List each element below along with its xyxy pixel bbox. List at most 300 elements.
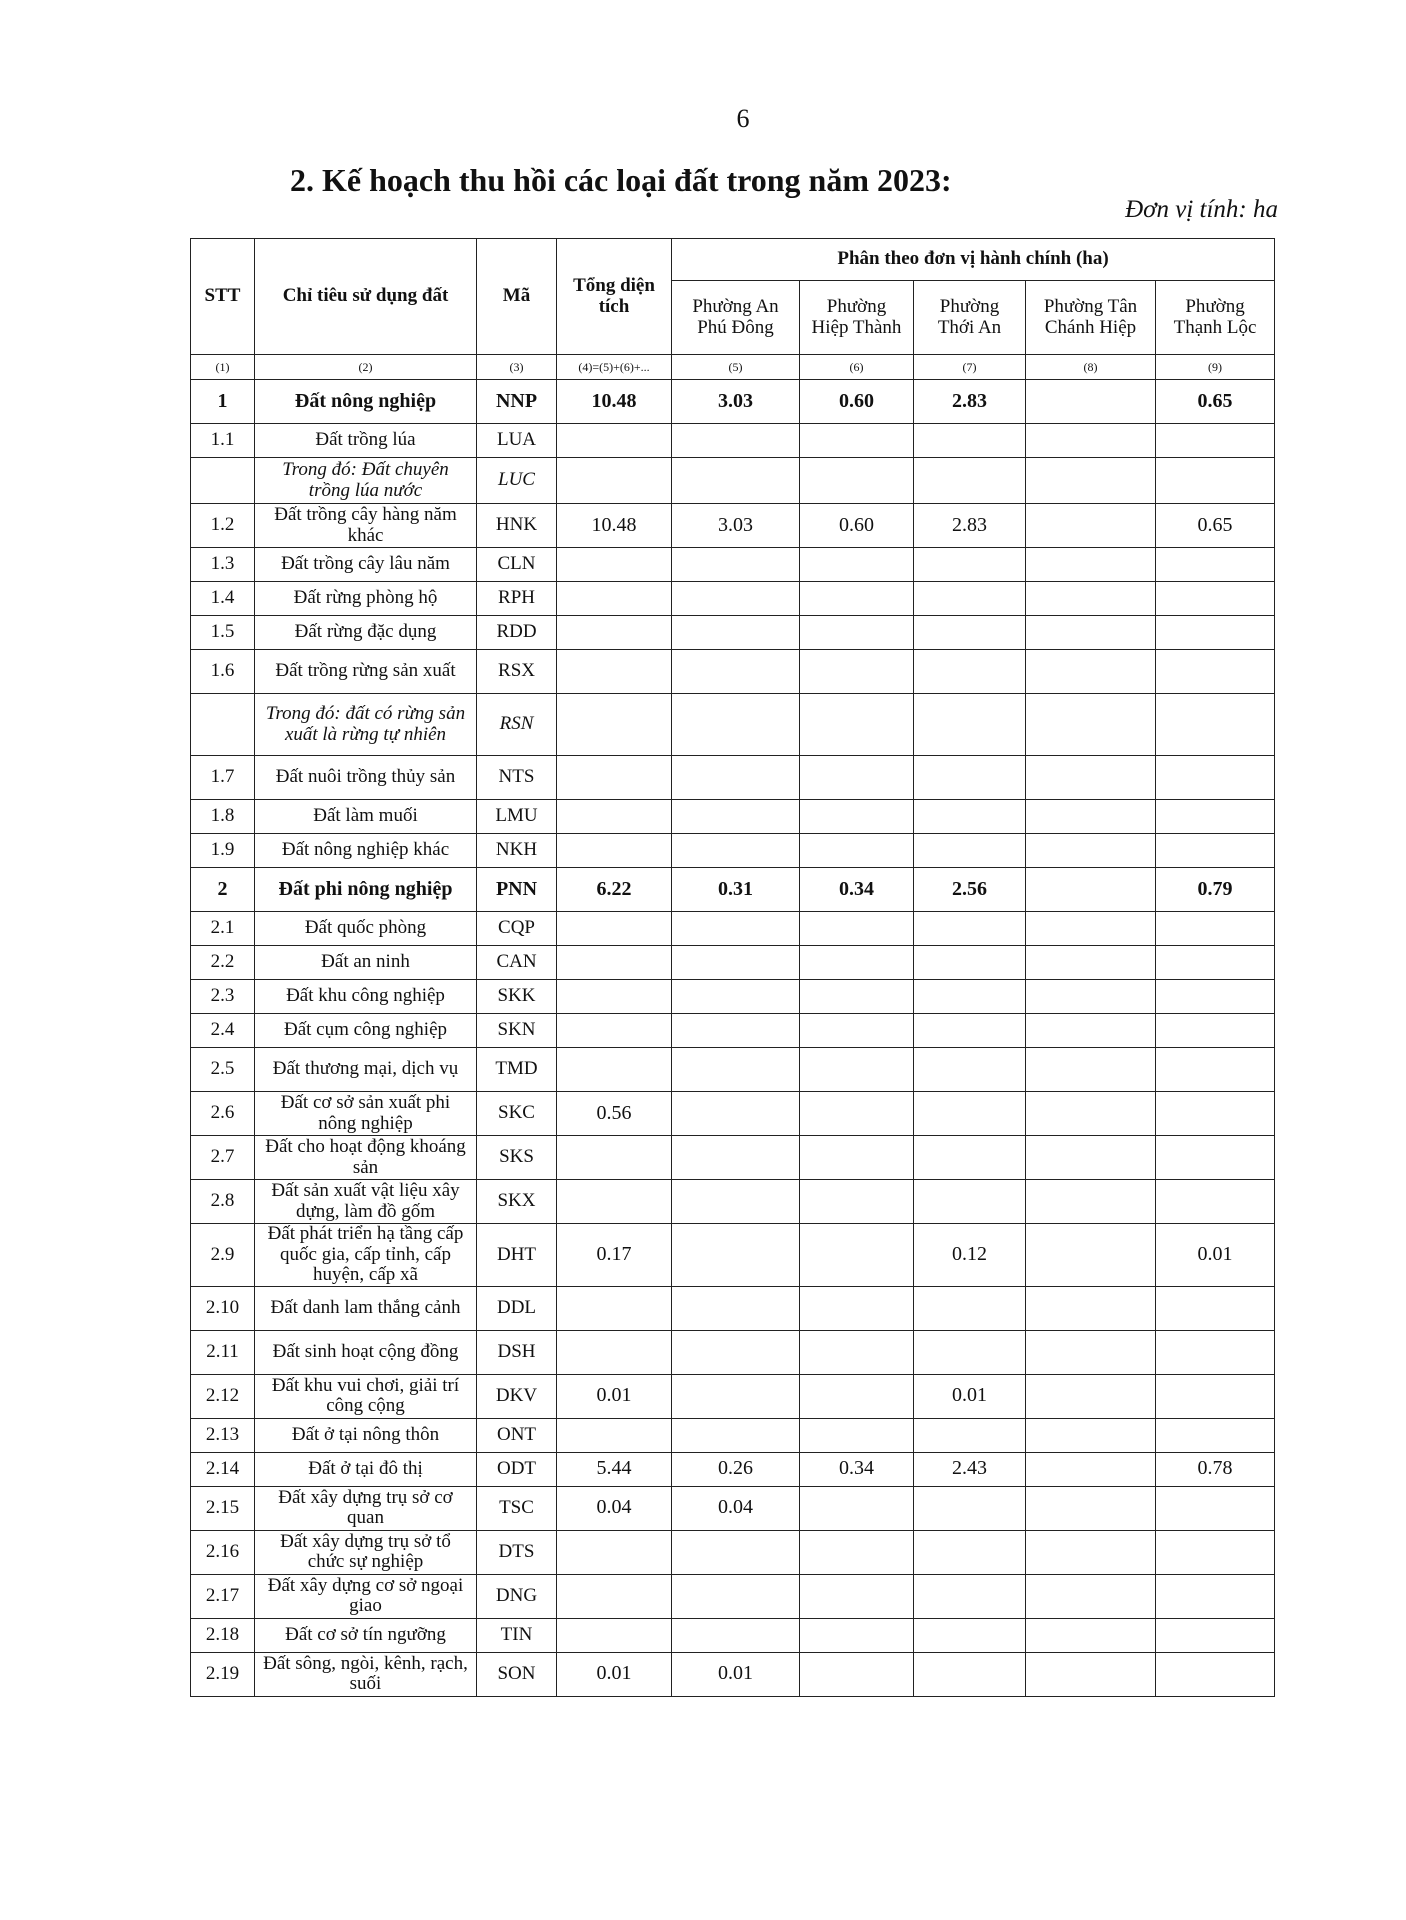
cell-indicator: Đất nông nghiệp khác xyxy=(255,834,477,868)
cell-an-phu-dong xyxy=(672,1136,800,1180)
unit-label: Đơn vị tính: ha xyxy=(1125,196,1278,223)
cell-thanh-loc xyxy=(1156,1418,1275,1452)
cell-an-phu-dong xyxy=(672,1618,800,1652)
header-ward-an-phu-dong: Phường An Phú Đông xyxy=(672,281,800,355)
cell-total xyxy=(557,1180,672,1224)
cell-thoi-an xyxy=(914,694,1026,756)
cell-thoi-an xyxy=(914,616,1026,650)
cell-indicator: Đất phát triển hạ tầng cấp quốc gia, cấp tỉnh, cấp huyện, cấp xã xyxy=(255,1224,477,1287)
cell-code: TSC xyxy=(477,1486,557,1530)
cell-an-phu-dong xyxy=(672,912,800,946)
cell-indicator: Đất phi nông nghiệp xyxy=(255,868,477,912)
cell-code: HNK xyxy=(477,504,557,548)
cell-hiep-thanh xyxy=(800,1330,914,1374)
header-indicator: Chỉ tiêu sử dụng đất xyxy=(255,239,477,355)
cell-stt: 1.9 xyxy=(191,834,255,868)
header-ward-tan-chanh-hiep: Phường Tân Chánh Hiệp xyxy=(1026,281,1156,355)
cell-total: 10.48 xyxy=(557,504,672,548)
cell-an-phu-dong xyxy=(672,548,800,582)
table-row xyxy=(191,694,1275,756)
cell-tan-chanh-hiep xyxy=(1026,980,1156,1014)
header-ward-thanh-loc: Phường Thạnh Lộc xyxy=(1156,281,1275,355)
cell-tan-chanh-hiep xyxy=(1026,1180,1156,1224)
cell-code: CQP xyxy=(477,912,557,946)
cell-thanh-loc xyxy=(1156,1014,1275,1048)
cell-thoi-an xyxy=(914,458,1026,504)
cell-an-phu-dong xyxy=(672,756,800,800)
cell-thanh-loc xyxy=(1156,424,1275,458)
cell-tan-chanh-hiep xyxy=(1026,868,1156,912)
cell-tan-chanh-hiep xyxy=(1026,1286,1156,1330)
cell-tan-chanh-hiep xyxy=(1026,756,1156,800)
cell-thoi-an xyxy=(914,800,1026,834)
cell-total: 5.44 xyxy=(557,1452,672,1486)
cell-hiep-thanh: 0.60 xyxy=(800,380,914,424)
cell-stt xyxy=(191,458,255,504)
cell-an-phu-dong: 3.03 xyxy=(672,380,800,424)
cell-total xyxy=(557,1574,672,1618)
table-row xyxy=(191,1618,1275,1652)
table-row xyxy=(191,1486,1275,1530)
cell-total: 0.01 xyxy=(557,1374,672,1418)
cell-tan-chanh-hiep xyxy=(1026,1574,1156,1618)
column-number: (8) xyxy=(1026,355,1156,380)
cell-thanh-loc xyxy=(1156,548,1275,582)
cell-code: DHT xyxy=(477,1224,557,1287)
cell-code: TMD xyxy=(477,1048,557,1092)
table-row xyxy=(191,1224,1275,1287)
cell-stt: 2.7 xyxy=(191,1136,255,1180)
cell-tan-chanh-hiep xyxy=(1026,834,1156,868)
cell-thoi-an xyxy=(914,548,1026,582)
column-number: (2) xyxy=(255,355,477,380)
cell-thoi-an: 0.12 xyxy=(914,1224,1026,1287)
cell-indicator: Đất cơ sở tín ngưỡng xyxy=(255,1618,477,1652)
cell-code: DKV xyxy=(477,1374,557,1418)
cell-code: DNG xyxy=(477,1574,557,1618)
table-row xyxy=(191,504,1275,548)
cell-hiep-thanh xyxy=(800,912,914,946)
cell-hiep-thanh: 0.34 xyxy=(800,1452,914,1486)
table-row xyxy=(191,912,1275,946)
cell-code: ONT xyxy=(477,1418,557,1452)
cell-tan-chanh-hiep xyxy=(1026,694,1156,756)
header-stt: STT xyxy=(191,239,255,355)
cell-code: RSN xyxy=(477,694,557,756)
cell-code: SON xyxy=(477,1652,557,1696)
cell-thanh-loc xyxy=(1156,616,1275,650)
cell-stt: 2.10 xyxy=(191,1286,255,1330)
column-number: (4)=(5)+(6)+... xyxy=(557,355,672,380)
cell-thoi-an xyxy=(914,1286,1026,1330)
cell-code: NKH xyxy=(477,834,557,868)
cell-stt: 2 xyxy=(191,868,255,912)
cell-thoi-an xyxy=(914,946,1026,980)
cell-thanh-loc xyxy=(1156,1330,1275,1374)
cell-stt: 2.8 xyxy=(191,1180,255,1224)
cell-an-phu-dong xyxy=(672,1048,800,1092)
cell-hiep-thanh xyxy=(800,616,914,650)
cell-thanh-loc xyxy=(1156,458,1275,504)
cell-an-phu-dong: 0.01 xyxy=(672,1652,800,1696)
cell-stt: 2.12 xyxy=(191,1374,255,1418)
cell-hiep-thanh: 0.34 xyxy=(800,868,914,912)
cell-code: ODT xyxy=(477,1452,557,1486)
cell-total xyxy=(557,458,672,504)
cell-thoi-an xyxy=(914,1652,1026,1696)
cell-thanh-loc: 0.79 xyxy=(1156,868,1275,912)
cell-code: DSH xyxy=(477,1330,557,1374)
cell-stt: 2.14 xyxy=(191,1452,255,1486)
cell-code: DDL xyxy=(477,1286,557,1330)
cell-indicator: Đất ở tại đô thị xyxy=(255,1452,477,1486)
cell-hiep-thanh xyxy=(800,1618,914,1652)
cell-stt: 1.4 xyxy=(191,582,255,616)
cell-total: 10.48 xyxy=(557,380,672,424)
cell-hiep-thanh xyxy=(800,980,914,1014)
cell-tan-chanh-hiep xyxy=(1026,1330,1156,1374)
cell-indicator: Đất ở tại nông thôn xyxy=(255,1418,477,1452)
cell-total xyxy=(557,694,672,756)
cell-thanh-loc xyxy=(1156,1574,1275,1618)
cell-an-phu-dong xyxy=(672,1330,800,1374)
cell-code: RSX xyxy=(477,650,557,694)
cell-an-phu-dong xyxy=(672,458,800,504)
cell-tan-chanh-hiep xyxy=(1026,616,1156,650)
cell-stt: 2.2 xyxy=(191,946,255,980)
column-number: (5) xyxy=(672,355,800,380)
cell-code: TIN xyxy=(477,1618,557,1652)
cell-hiep-thanh xyxy=(800,650,914,694)
cell-thanh-loc: 0.01 xyxy=(1156,1224,1275,1287)
cell-thanh-loc: 0.65 xyxy=(1156,380,1275,424)
cell-tan-chanh-hiep xyxy=(1026,548,1156,582)
cell-thanh-loc xyxy=(1156,1092,1275,1136)
cell-thoi-an: 2.56 xyxy=(914,868,1026,912)
column-number: (1) xyxy=(191,355,255,380)
table-row xyxy=(191,380,1275,424)
cell-total xyxy=(557,946,672,980)
cell-tan-chanh-hiep xyxy=(1026,1618,1156,1652)
table-row xyxy=(191,834,1275,868)
cell-indicator: Đất nông nghiệp xyxy=(255,380,477,424)
cell-total xyxy=(557,582,672,616)
cell-tan-chanh-hiep xyxy=(1026,912,1156,946)
cell-indicator: Đất sản xuất vật liệu xây dựng, làm đồ gốm xyxy=(255,1180,477,1224)
cell-stt: 1.5 xyxy=(191,616,255,650)
cell-tan-chanh-hiep xyxy=(1026,800,1156,834)
cell-tan-chanh-hiep xyxy=(1026,1014,1156,1048)
cell-thanh-loc xyxy=(1156,800,1275,834)
cell-an-phu-dong xyxy=(672,946,800,980)
table-row xyxy=(191,1574,1275,1618)
cell-tan-chanh-hiep xyxy=(1026,946,1156,980)
table-row xyxy=(191,756,1275,800)
cell-hiep-thanh xyxy=(800,946,914,980)
cell-thoi-an xyxy=(914,1014,1026,1048)
cell-stt: 2.6 xyxy=(191,1092,255,1136)
cell-hiep-thanh xyxy=(800,1486,914,1530)
header-total: Tổng diện tích xyxy=(557,239,672,355)
cell-stt: 2.15 xyxy=(191,1486,255,1530)
cell-thoi-an xyxy=(914,912,1026,946)
cell-tan-chanh-hiep xyxy=(1026,1652,1156,1696)
cell-hiep-thanh xyxy=(800,1014,914,1048)
cell-stt: 1.6 xyxy=(191,650,255,694)
cell-code: NNP xyxy=(477,380,557,424)
cell-tan-chanh-hiep xyxy=(1026,424,1156,458)
cell-stt: 1.3 xyxy=(191,548,255,582)
cell-hiep-thanh xyxy=(800,458,914,504)
cell-total: 0.04 xyxy=(557,1486,672,1530)
cell-stt: 1 xyxy=(191,380,255,424)
cell-hiep-thanh xyxy=(800,1224,914,1287)
cell-hiep-thanh xyxy=(800,1652,914,1696)
cell-hiep-thanh xyxy=(800,800,914,834)
column-number: (9) xyxy=(1156,355,1275,380)
cell-thoi-an xyxy=(914,1048,1026,1092)
cell-an-phu-dong xyxy=(672,694,800,756)
cell-thanh-loc xyxy=(1156,1136,1275,1180)
cell-hiep-thanh xyxy=(800,1530,914,1574)
cell-indicator: Trong đó: Đất chuyên trồng lúa nước xyxy=(255,458,477,504)
cell-thoi-an xyxy=(914,424,1026,458)
cell-stt: 2.5 xyxy=(191,1048,255,1092)
cell-indicator: Đất an ninh xyxy=(255,946,477,980)
cell-an-phu-dong: 0.04 xyxy=(672,1486,800,1530)
cell-stt: 2.1 xyxy=(191,912,255,946)
cell-an-phu-dong xyxy=(672,1418,800,1452)
cell-stt: 2.3 xyxy=(191,980,255,1014)
cell-hiep-thanh xyxy=(800,756,914,800)
cell-indicator: Đất trồng cây hàng năm khác xyxy=(255,504,477,548)
cell-code: NTS xyxy=(477,756,557,800)
cell-an-phu-dong xyxy=(672,1530,800,1574)
cell-thoi-an: 2.43 xyxy=(914,1452,1026,1486)
table-row xyxy=(191,980,1275,1014)
cell-indicator: Đất xây dựng cơ sở ngoại giao xyxy=(255,1574,477,1618)
cell-tan-chanh-hiep xyxy=(1026,1092,1156,1136)
cell-total xyxy=(557,1418,672,1452)
cell-code: RDD xyxy=(477,616,557,650)
cell-stt: 2.9 xyxy=(191,1224,255,1287)
cell-thoi-an xyxy=(914,1092,1026,1136)
cell-thanh-loc xyxy=(1156,1618,1275,1652)
cell-thanh-loc xyxy=(1156,756,1275,800)
land-recovery-table xyxy=(190,238,1275,1697)
cell-code: LUA xyxy=(477,424,557,458)
table-row xyxy=(191,1418,1275,1452)
cell-total xyxy=(557,1618,672,1652)
cell-code: DTS xyxy=(477,1530,557,1574)
cell-hiep-thanh xyxy=(800,1136,914,1180)
cell-code: CAN xyxy=(477,946,557,980)
cell-indicator: Đất quốc phòng xyxy=(255,912,477,946)
column-number: (7) xyxy=(914,355,1026,380)
cell-total: 0.56 xyxy=(557,1092,672,1136)
cell-stt: 2.16 xyxy=(191,1530,255,1574)
cell-stt: 2.13 xyxy=(191,1418,255,1452)
cell-stt: 1.1 xyxy=(191,424,255,458)
cell-indicator: Đất trồng rừng sản xuất xyxy=(255,650,477,694)
cell-total: 0.01 xyxy=(557,1652,672,1696)
cell-stt: 1.2 xyxy=(191,504,255,548)
cell-thanh-loc xyxy=(1156,1530,1275,1574)
cell-indicator: Đất cơ sở sản xuất phi nông nghiệp xyxy=(255,1092,477,1136)
cell-total xyxy=(557,1048,672,1092)
cell-stt: 2.4 xyxy=(191,1014,255,1048)
cell-total xyxy=(557,424,672,458)
section-title: 2. Kế hoạch thu hồi các loại đất trong năm 2023: xyxy=(290,162,952,198)
cell-thanh-loc xyxy=(1156,1374,1275,1418)
table-body xyxy=(191,380,1275,1697)
cell-an-phu-dong xyxy=(672,582,800,616)
cell-an-phu-dong xyxy=(672,800,800,834)
cell-total xyxy=(557,650,672,694)
cell-tan-chanh-hiep xyxy=(1026,650,1156,694)
table-row xyxy=(191,1530,1275,1574)
cell-tan-chanh-hiep xyxy=(1026,458,1156,504)
cell-indicator: Đất rừng đặc dụng xyxy=(255,616,477,650)
cell-thanh-loc xyxy=(1156,694,1275,756)
cell-code: PNN xyxy=(477,868,557,912)
table-row xyxy=(191,1452,1275,1486)
cell-hiep-thanh xyxy=(800,582,914,616)
cell-an-phu-dong xyxy=(672,1092,800,1136)
cell-code: RPH xyxy=(477,582,557,616)
cell-hiep-thanh xyxy=(800,424,914,458)
table-row xyxy=(191,616,1275,650)
cell-indicator: Đất sông, ngòi, kênh, rạch, suối xyxy=(255,1652,477,1696)
cell-total xyxy=(557,1530,672,1574)
cell-thoi-an: 2.83 xyxy=(914,380,1026,424)
table-row xyxy=(191,1092,1275,1136)
table-row xyxy=(191,1014,1275,1048)
cell-thanh-loc xyxy=(1156,650,1275,694)
cell-total xyxy=(557,834,672,868)
cell-an-phu-dong: 3.03 xyxy=(672,504,800,548)
cell-code: SKX xyxy=(477,1180,557,1224)
cell-indicator: Đất cụm công nghiệp xyxy=(255,1014,477,1048)
cell-indicator: Đất xây dựng trụ sở cơ quan xyxy=(255,1486,477,1530)
cell-tan-chanh-hiep xyxy=(1026,1374,1156,1418)
cell-an-phu-dong: 0.31 xyxy=(672,868,800,912)
cell-total: 0.17 xyxy=(557,1224,672,1287)
cell-stt: 2.18 xyxy=(191,1618,255,1652)
table-row xyxy=(191,946,1275,980)
cell-thoi-an xyxy=(914,756,1026,800)
cell-thoi-an: 0.01 xyxy=(914,1374,1026,1418)
cell-tan-chanh-hiep xyxy=(1026,380,1156,424)
cell-tan-chanh-hiep xyxy=(1026,582,1156,616)
cell-total xyxy=(557,548,672,582)
table-row xyxy=(191,424,1275,458)
cell-thoi-an xyxy=(914,1574,1026,1618)
cell-an-phu-dong xyxy=(672,1014,800,1048)
cell-thoi-an xyxy=(914,650,1026,694)
cell-an-phu-dong: 0.26 xyxy=(672,1452,800,1486)
cell-code: CLN xyxy=(477,548,557,582)
cell-thoi-an xyxy=(914,1530,1026,1574)
table-row xyxy=(191,650,1275,694)
cell-hiep-thanh xyxy=(800,1574,914,1618)
cell-tan-chanh-hiep xyxy=(1026,1048,1156,1092)
cell-indicator: Đất danh lam thắng cảnh xyxy=(255,1286,477,1330)
cell-total xyxy=(557,980,672,1014)
cell-indicator: Đất khu vui chơi, giải trí công cộng xyxy=(255,1374,477,1418)
cell-total xyxy=(557,616,672,650)
cell-thanh-loc xyxy=(1156,1048,1275,1092)
cell-an-phu-dong xyxy=(672,424,800,458)
cell-thanh-loc: 0.65 xyxy=(1156,504,1275,548)
column-number: (6) xyxy=(800,355,914,380)
cell-thanh-loc xyxy=(1156,582,1275,616)
cell-hiep-thanh xyxy=(800,1286,914,1330)
cell-indicator: Đất khu công nghiệp xyxy=(255,980,477,1014)
cell-total xyxy=(557,1286,672,1330)
cell-thanh-loc xyxy=(1156,912,1275,946)
cell-stt xyxy=(191,694,255,756)
cell-indicator: Đất thương mại, dịch vụ xyxy=(255,1048,477,1092)
cell-an-phu-dong xyxy=(672,650,800,694)
cell-hiep-thanh xyxy=(800,1418,914,1452)
cell-code: SKC xyxy=(477,1092,557,1136)
cell-indicator: Đất nuôi trồng thủy sản xyxy=(255,756,477,800)
cell-indicator: Trong đó: đất có rừng sản xuất là rừng tự nhiên xyxy=(255,694,477,756)
cell-an-phu-dong xyxy=(672,1286,800,1330)
cell-an-phu-dong xyxy=(672,616,800,650)
cell-thoi-an xyxy=(914,1180,1026,1224)
cell-tan-chanh-hiep xyxy=(1026,1486,1156,1530)
column-number: (3) xyxy=(477,355,557,380)
cell-indicator: Đất cho hoạt động khoáng sản xyxy=(255,1136,477,1180)
cell-stt: 1.7 xyxy=(191,756,255,800)
cell-indicator: Đất xây dựng trụ sở tổ chức sự nghiệp xyxy=(255,1530,477,1574)
table-row xyxy=(191,458,1275,504)
cell-thanh-loc xyxy=(1156,834,1275,868)
cell-thoi-an xyxy=(914,1486,1026,1530)
cell-an-phu-dong xyxy=(672,1374,800,1418)
header-code: Mã xyxy=(477,239,557,355)
cell-thoi-an xyxy=(914,1618,1026,1652)
header-ward-thoi-an: Phường Thới An xyxy=(914,281,1026,355)
table-row xyxy=(191,1180,1275,1224)
header-admin-group: Phân theo đơn vị hành chính (ha) xyxy=(672,239,1275,281)
cell-total xyxy=(557,1330,672,1374)
cell-hiep-thanh xyxy=(800,694,914,756)
table-row xyxy=(191,868,1275,912)
cell-total xyxy=(557,800,672,834)
cell-an-phu-dong xyxy=(672,834,800,868)
cell-hiep-thanh xyxy=(800,1048,914,1092)
table-row xyxy=(191,548,1275,582)
cell-thoi-an xyxy=(914,582,1026,616)
cell-hiep-thanh xyxy=(800,1374,914,1418)
cell-total xyxy=(557,1014,672,1048)
table-row xyxy=(191,800,1275,834)
cell-stt: 1.8 xyxy=(191,800,255,834)
cell-stt: 2.11 xyxy=(191,1330,255,1374)
cell-thoi-an xyxy=(914,1418,1026,1452)
cell-code: SKN xyxy=(477,1014,557,1048)
page-number: 6 xyxy=(736,104,750,133)
cell-hiep-thanh xyxy=(800,1092,914,1136)
cell-code: SKS xyxy=(477,1136,557,1180)
cell-tan-chanh-hiep xyxy=(1026,1418,1156,1452)
cell-total: 6.22 xyxy=(557,868,672,912)
cell-indicator: Đất trồng cây lâu năm xyxy=(255,548,477,582)
header-ward-hiep-thanh: Phường Hiệp Thành xyxy=(800,281,914,355)
